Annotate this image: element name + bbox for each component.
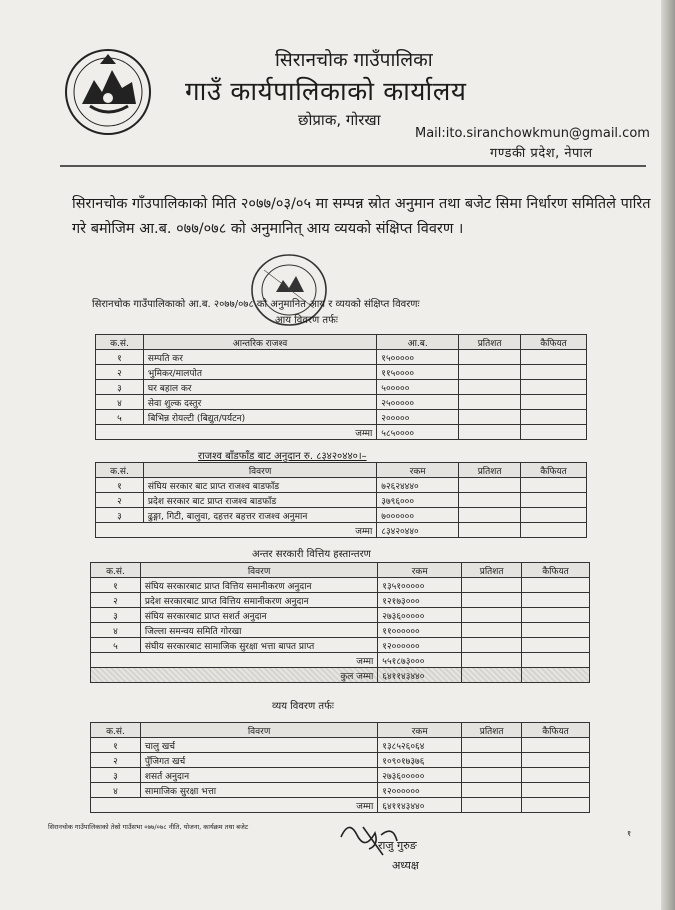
remarks-cell (522, 753, 590, 768)
amount-cell: १३८५२६०६४ (378, 738, 462, 753)
percent-cell (462, 623, 522, 638)
percent-cell (462, 638, 522, 653)
amount-cell: २७३६००००० (378, 768, 462, 783)
serial-cell: १ (91, 578, 141, 593)
percent-cell (462, 783, 522, 798)
item-cell: संघीय सरकारबाट सामाजिक सुरक्षा भत्ता बापत प्राप्त (140, 638, 377, 653)
revenue-sharing-title: राजश्व बाँडफाँड बाट अनुदान रु. ८३४२०४४०।– (198, 451, 367, 462)
remarks-cell (521, 395, 587, 410)
serial-cell: ४ (91, 783, 141, 798)
item-cell: जिल्ला समन्वय समिति गोरखा (140, 623, 377, 638)
total-row (91, 798, 590, 813)
column-header: क.सं. (96, 335, 144, 350)
table-row (96, 350, 587, 365)
total-amount: ५५१८७३००० (378, 653, 462, 668)
table-row (91, 783, 590, 798)
signer-title: अध्यक्ष (392, 859, 419, 872)
percent-cell (462, 738, 522, 753)
percent-cell (462, 593, 522, 608)
total-amount: ८३४२०४४० (377, 523, 459, 538)
percent-cell (459, 395, 521, 410)
remarks-cell (521, 365, 587, 380)
remarks-cell (521, 508, 587, 523)
serial-cell: २ (91, 753, 141, 768)
remarks-cell (522, 638, 590, 653)
serial-cell: २ (91, 593, 141, 608)
column-header: आ.ब. (377, 335, 459, 350)
item-cell: सम्पति कर (143, 350, 376, 365)
percent-cell (462, 653, 522, 668)
income-heading: आय विवरण तर्फः (275, 315, 338, 326)
column-header: विवरण (143, 463, 376, 478)
column-header: कैफियत (521, 335, 587, 350)
column-header: रकम (377, 463, 459, 478)
footer-note: सिरानचोक गाउँपालिकाको तेस्रो गाउँसभा ०७७/०७८ नीति, योजना, कार्यक्रम तथा बजेट (48, 823, 249, 831)
remarks-cell (522, 608, 590, 623)
column-header: क.सं. (91, 723, 141, 738)
amount-cell: ७२६२४४४० (377, 478, 459, 493)
province-name: गण्डकी प्रदेश, नेपाल (490, 146, 593, 161)
column-header: प्रतिशत (459, 335, 521, 350)
table-header-row (91, 723, 590, 738)
item-cell: संघिय सरकारबाट प्राप्त वित्तिय समानीकरण अनुदान (140, 578, 377, 593)
remarks-cell (521, 350, 587, 365)
table-row (96, 410, 587, 425)
column-header: रकम (378, 563, 462, 578)
table-row (96, 508, 587, 523)
table-row (91, 638, 590, 653)
percent-cell (462, 608, 522, 623)
item-cell: संघिय सरकार बाट प्राप्त राजश्व बाडफाँड (143, 478, 376, 493)
amount-cell: ११५०००० (377, 365, 459, 380)
remarks-cell (522, 668, 590, 683)
table-row (91, 578, 590, 593)
grand-total-amount: ६४११४३४४० (378, 668, 462, 683)
item-cell: ढुङ्गा, गिटी, बालुवा, दहत्तर बहत्तर राजश्व अनुमान (143, 508, 376, 523)
serial-cell: २ (96, 493, 144, 508)
remarks-cell (522, 578, 590, 593)
remarks-cell (522, 623, 590, 638)
serial-cell: ५ (91, 638, 141, 653)
column-header: कैफियत (521, 463, 587, 478)
amount-cell: २५००००० (377, 395, 459, 410)
amount-cell: १५००००० (377, 350, 459, 365)
amount-cell: ११०००००० (378, 623, 462, 638)
item-cell: प्रदेश सरकार बाट प्राप्त राजश्व बाडफाँड (143, 493, 376, 508)
total-label: जम्मा (91, 798, 378, 813)
table-row (91, 608, 590, 623)
revenue-sharing-table (95, 462, 587, 538)
item-cell: चालु खर्च (140, 738, 377, 753)
serial-cell: ३ (91, 608, 141, 623)
item-cell: सेवा शुल्क दस्तुर (143, 395, 376, 410)
total-row (96, 523, 587, 538)
column-header: कैफियत (522, 723, 590, 738)
column-header: क.सं. (91, 563, 141, 578)
total-label: जम्मा (96, 425, 377, 440)
item-cell: संघिय सरकारबाट प्राप्त सशर्त अनुदान (140, 608, 377, 623)
percent-cell (462, 798, 522, 813)
serial-cell: २ (96, 365, 144, 380)
total-row (91, 653, 590, 668)
table-header-row (96, 335, 587, 350)
table-row (96, 478, 587, 493)
table-row (96, 395, 587, 410)
expense-heading: व्यय विवरण तर्फः (272, 701, 334, 712)
amount-cell: ५००००० (377, 380, 459, 395)
total-amount: ५८५०००० (377, 425, 459, 440)
amount-cell: २७३६००००० (378, 608, 462, 623)
office-email: Mail:ito.siranchowkmun@gmail.com (415, 126, 650, 141)
header-divider (60, 165, 646, 167)
item-cell: प्रदेश सरकारबाट प्राप्त वित्तिय समानीकरण अनुदान (140, 593, 377, 608)
serial-cell: १ (96, 350, 144, 365)
column-header: प्रतिशत (459, 463, 521, 478)
amount-cell: १२०००००० (378, 638, 462, 653)
grand-total-row (91, 668, 590, 683)
serial-cell: ३ (91, 768, 141, 783)
table-header-row (91, 563, 590, 578)
item-cell: शसर्त अनुदान (140, 768, 377, 783)
remarks-cell (521, 380, 587, 395)
serial-cell: १ (91, 738, 141, 753)
table-row (91, 623, 590, 638)
total-label: जम्मा (91, 653, 378, 668)
table-row (91, 753, 590, 768)
item-cell: भुमिकर/मालपोत (143, 365, 376, 380)
column-header: क.सं. (96, 463, 144, 478)
table-row (91, 738, 590, 753)
total-row (96, 425, 587, 440)
percent-cell (459, 425, 521, 440)
remarks-cell (521, 523, 587, 538)
amount-cell: ७०००००० (377, 508, 459, 523)
page-number: १ (627, 829, 632, 838)
column-header: आन्तरिक राजश्व (143, 335, 376, 350)
percent-cell (459, 493, 521, 508)
office-address: छोप्राक, गोरखा (298, 111, 381, 129)
table-row (96, 493, 587, 508)
item-cell: सामाजिक सुरक्षा भत्ता (140, 783, 377, 798)
percent-cell (459, 410, 521, 425)
intergov-transfer-table (90, 562, 590, 683)
intergov-transfer-title: अन्तर सरकारी वित्तिय हस्तान्तरण (252, 549, 371, 560)
column-header: विवरण (140, 723, 377, 738)
office-name: गाउँ कार्यपालिकाको कार्यालय (185, 77, 467, 107)
grand-total-label: कुल जम्मा (91, 668, 378, 683)
percent-cell (459, 365, 521, 380)
signer-name: राजु गुरुङ (378, 839, 417, 852)
remarks-cell (522, 738, 590, 753)
table-header-row (96, 463, 587, 478)
column-header: प्रतिशत (462, 723, 522, 738)
percent-cell (462, 668, 522, 683)
percent-cell (459, 508, 521, 523)
amount-cell: १०९०१७३७६ (378, 753, 462, 768)
intro-paragraph: सिरानचोक गाँउपालिकाको मिति २०७७/०३/०५ मा सम्पन्न स्रोत अनुमान तथा बजेट सिमा निर्धारण समितिले पारित गरे बमोजिम आ.ब. ०७७/०७८ को अनुमानित् आय व्ययको संक्षिप्त विवरण । (72, 196, 651, 237)
column-header: रकम (378, 723, 462, 738)
item-cell: बिभिन्न रोयल्टी (बिद्युत/पर्यटन) (143, 410, 376, 425)
remarks-cell (522, 593, 590, 608)
item-cell: पुँजिगत खर्च (140, 753, 377, 768)
summary-subtitle: सिरानचोक गाउँपालिकाको आ.ब. २०७७/०७८ को अनुमानित आय र व्ययको संक्षिप्त विवरणः (92, 299, 420, 310)
column-header: प्रतिशत (462, 563, 522, 578)
percent-cell (459, 350, 521, 365)
column-header: विवरण (140, 563, 377, 578)
table-row (91, 768, 590, 783)
amount-cell: १२०००००० (378, 783, 462, 798)
serial-cell: ४ (96, 395, 144, 410)
serial-cell: ५ (96, 410, 144, 425)
amount-cell: ३७९६००० (377, 493, 459, 508)
serial-cell: ४ (91, 623, 141, 638)
internal-revenue-table (95, 334, 587, 440)
item-cell: घर बहाल कर (143, 380, 376, 395)
remarks-cell (521, 478, 587, 493)
table-row (96, 380, 587, 395)
percent-cell (459, 523, 521, 538)
remarks-cell (522, 783, 590, 798)
expense-table (90, 722, 590, 813)
municipality-name: सिरानचोक गाउँपालिका (275, 49, 433, 71)
table-row (91, 593, 590, 608)
remarks-cell (522, 798, 590, 813)
amount-cell: २००००० (377, 410, 459, 425)
remarks-cell (521, 410, 587, 425)
percent-cell (459, 380, 521, 395)
serial-cell: ३ (96, 508, 144, 523)
column-header: कैफियत (522, 563, 590, 578)
remarks-cell (521, 425, 587, 440)
percent-cell (459, 478, 521, 493)
table-row (96, 365, 587, 380)
amount-cell: १२१७३००० (378, 593, 462, 608)
page-edge-shadow (661, 0, 675, 910)
remarks-cell (522, 768, 590, 783)
remarks-cell (522, 653, 590, 668)
total-label: जम्मा (96, 523, 377, 538)
nepal-emblem-logo (62, 46, 154, 138)
remarks-cell (521, 493, 587, 508)
percent-cell (462, 768, 522, 783)
total-amount: ६४११४३४४० (378, 798, 462, 813)
serial-cell: १ (96, 478, 144, 493)
percent-cell (462, 578, 522, 593)
amount-cell: १३५१००००० (378, 578, 462, 593)
serial-cell: ३ (96, 380, 144, 395)
percent-cell (462, 753, 522, 768)
